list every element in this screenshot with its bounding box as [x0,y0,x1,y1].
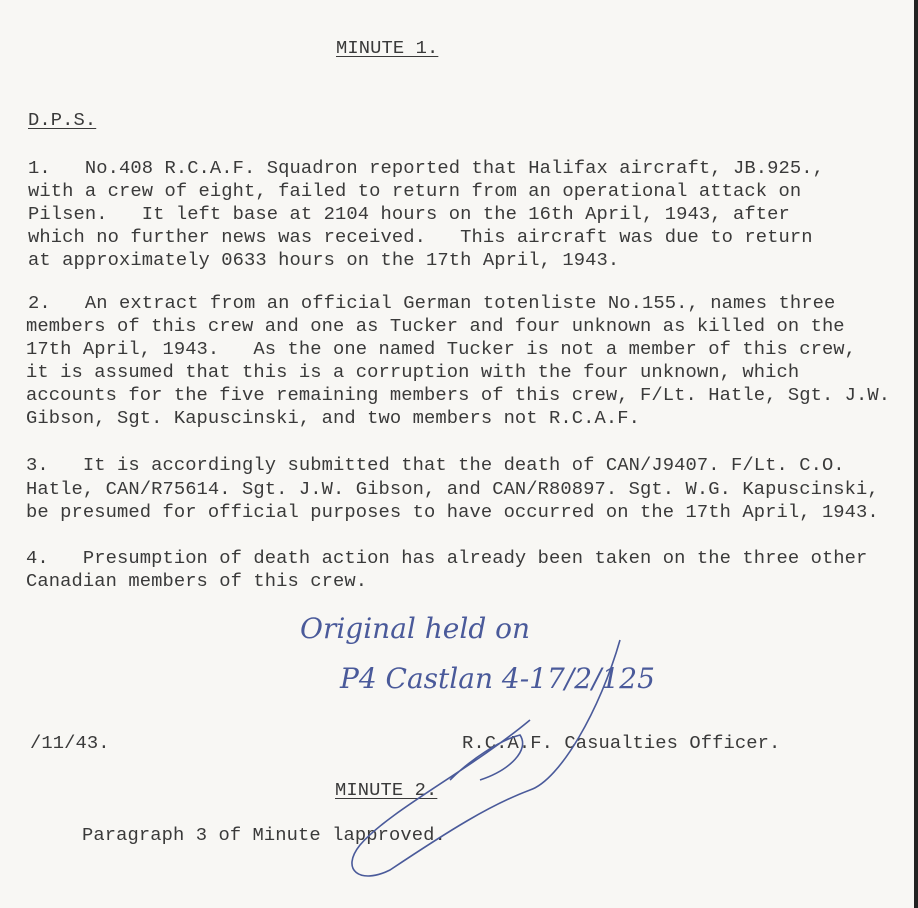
paragraph-line: which no further news was received. This aircraft was due to return [28,226,813,248]
addressee: D.P.S. [28,109,97,131]
scan-edge [914,0,918,908]
paragraph-line: 1. No.408 R.C.A.F. Squadron reported that Halifax aircraft, JB.925., [28,157,824,179]
paragraph-line: it is assumed that this is a corruption with the four unknown, which [26,361,800,383]
paragraph-line: Gibson, Sgt. Kapuscinski, and two members not R.C.A.F. [26,407,641,429]
handwritten-signature [330,630,650,890]
paragraph-line: 3. It is accordingly submitted that the death of CAN/J9407. F/Lt. C.O. [26,454,845,476]
handwritten-annotation-line-2: P4 Castlan 4-17/2/125 [340,662,655,695]
paragraph-line: members of this crew and one as Tucker and four unknown as killed on the [26,315,845,337]
paragraph-line: Canadian members of this crew. [26,570,368,592]
paragraph-line: at approximately 0633 hours on the 17th April, 1943. [28,249,620,271]
signatory: R.C.A.F. Casualties Officer. [462,732,781,754]
paragraph-line: 4. Presumption of death action has already been taken on the three other [26,547,868,569]
minute-1-title: MINUTE 1. [336,37,439,59]
date: /11/43. [30,732,110,754]
minute-2-title: MINUTE 2. [335,779,438,801]
paragraph-line: 2. An extract from an official German totenliste No.155., names three [28,292,836,314]
paragraph-line: Pilsen. It left base at 2104 hours on the 16th April, 1943, after [28,203,790,225]
paragraph-line: with a crew of eight, failed to return from an operational attack on [28,180,802,202]
paragraph-line: Hatle, CAN/R75614. Sgt. J.W. Gibson, and CAN/R80897. Sgt. W.G. Kapuscinski, [26,478,879,500]
handwritten-annotation-line-1: Original held on [300,612,531,645]
paragraph-line: accounts for the five remaining members of this crew, F/Lt. Hatle, Sgt. J.W. [26,384,891,406]
paragraph-line: 17th April, 1943. As the one named Tucker is not a member of this crew, [26,338,857,360]
minute-2-text: Paragraph 3 of Minute lapproved. [82,824,446,846]
paragraph-line: be presumed for official purposes to have occurred on the 17th April, 1943. [26,501,879,523]
